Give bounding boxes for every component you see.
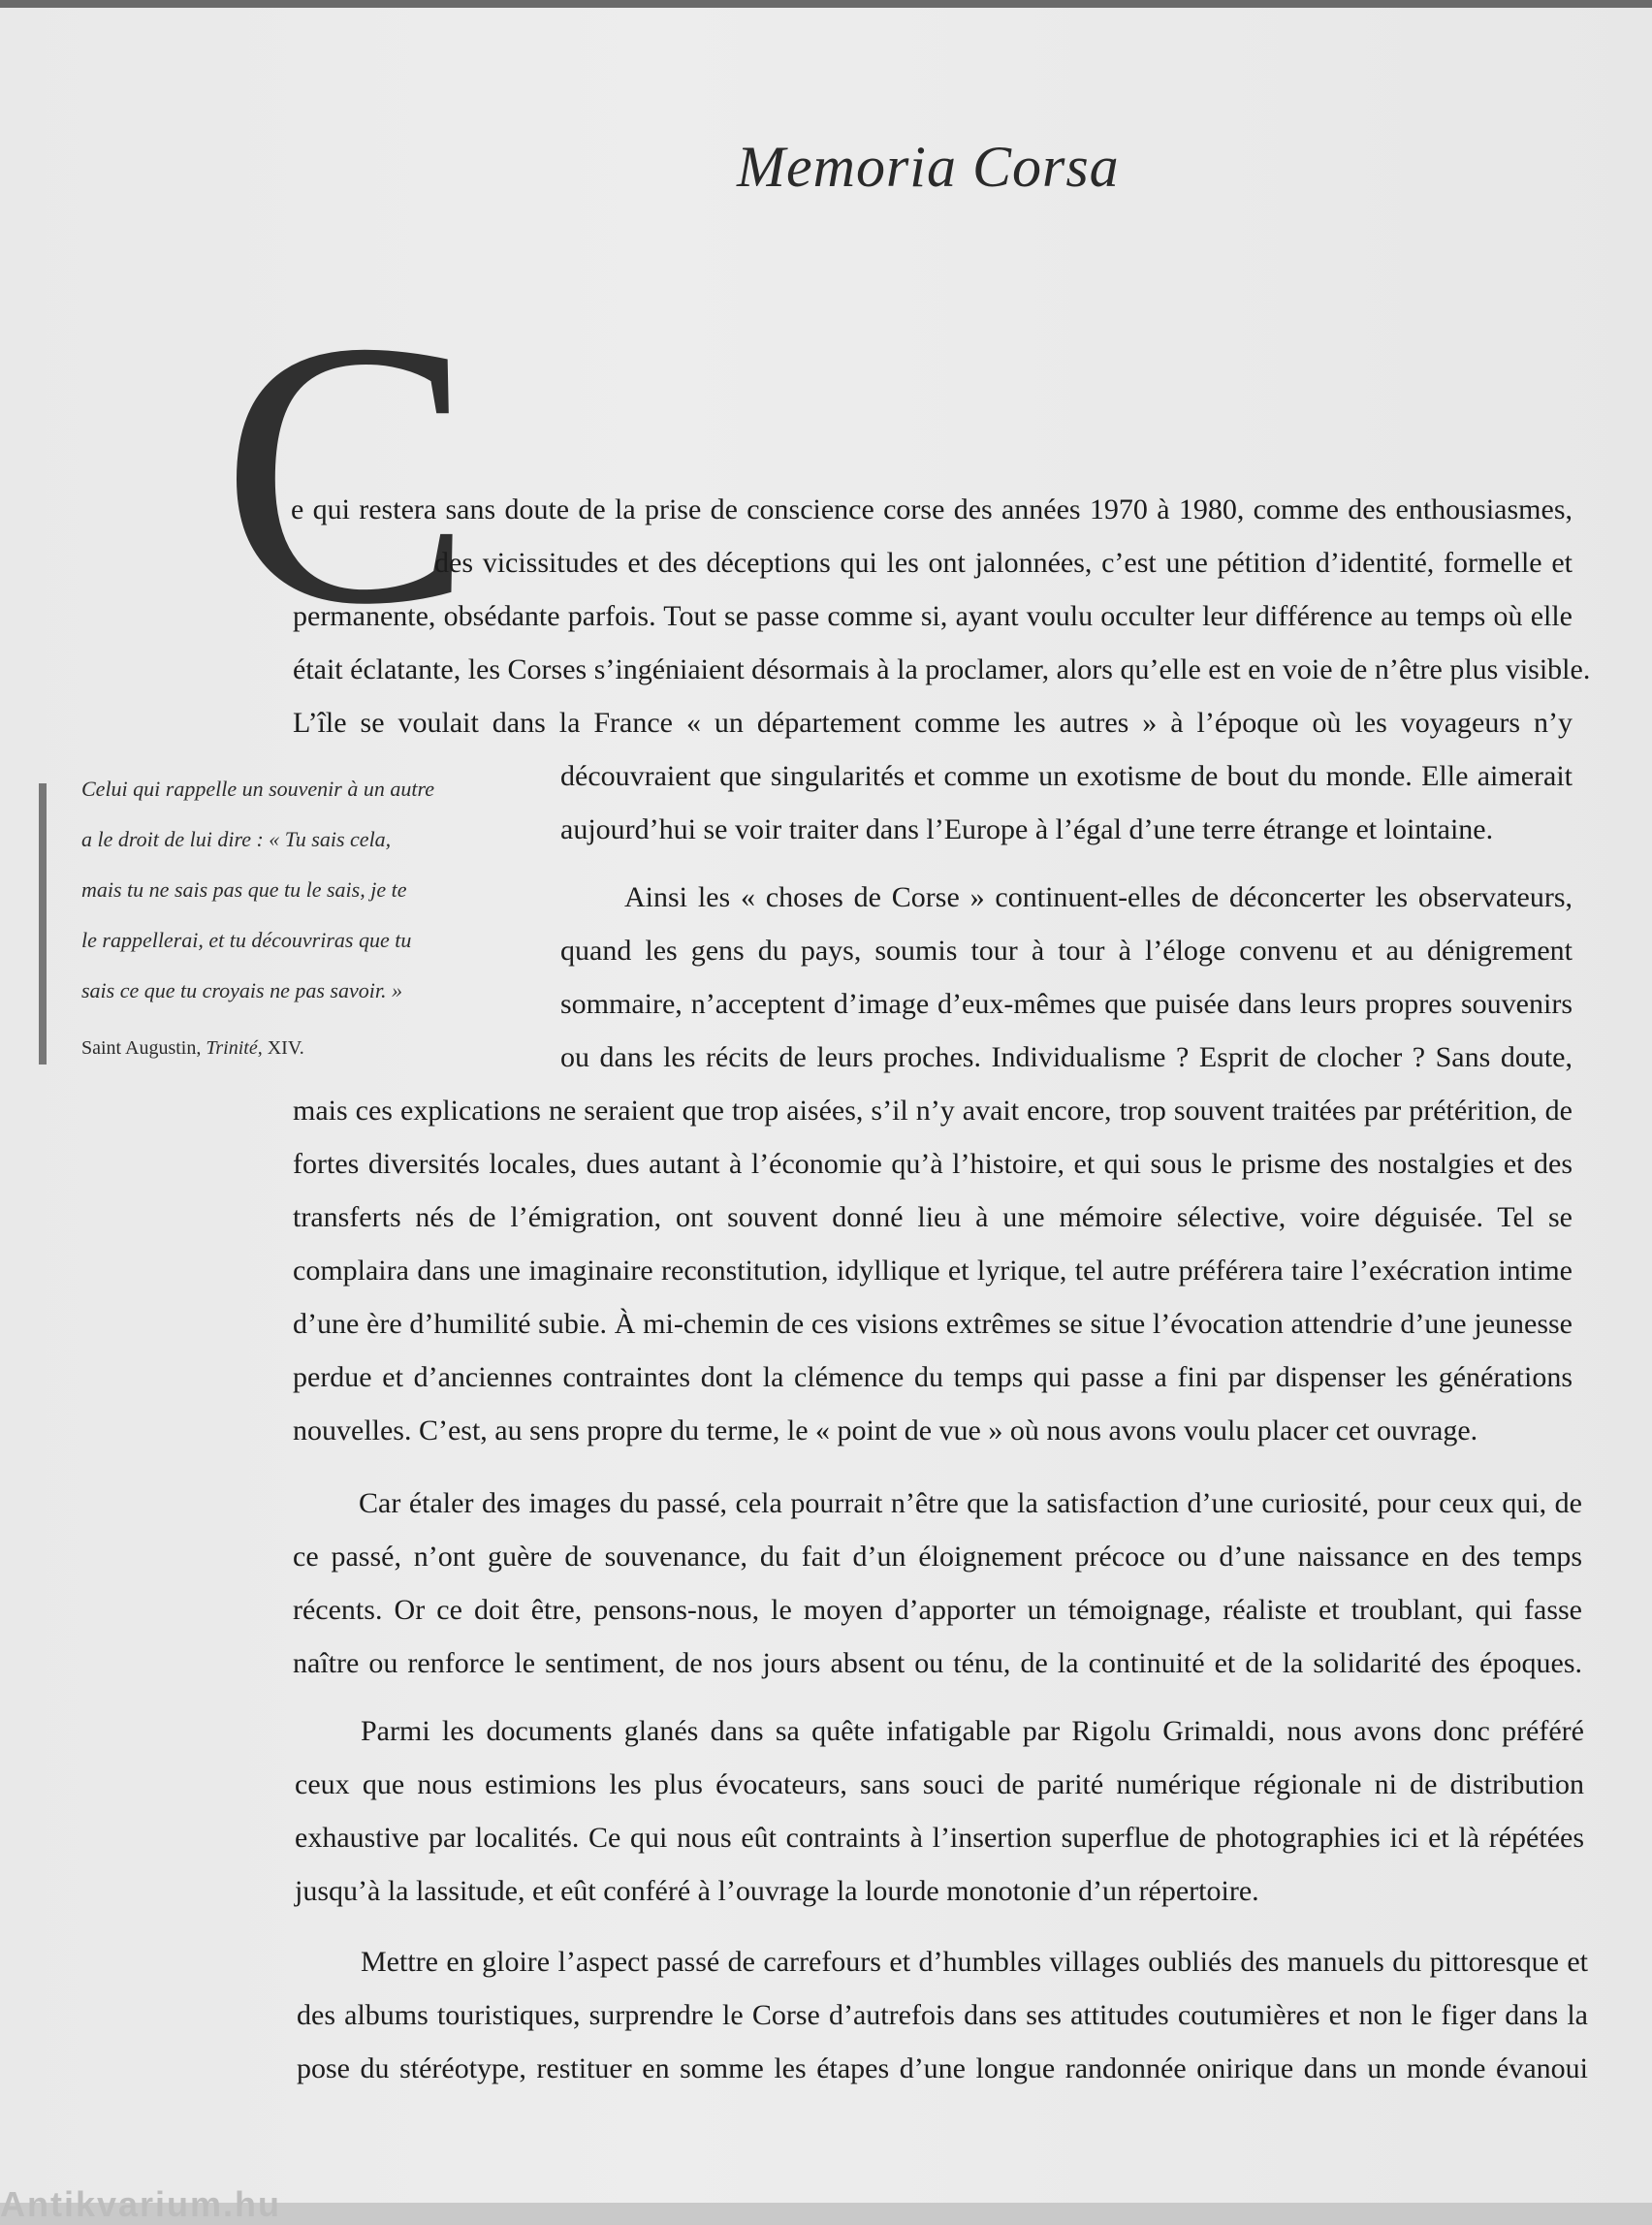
text-line: ou dans les récits de leurs proches. Individualisme ? Esprit de clocher ? Sans doute, bbox=[560, 1041, 1573, 1073]
text-line: des albums touristiques, surprendre le Corse d’autrefois dans ses attitudes coutumières et non le figer dans la bbox=[297, 1999, 1588, 2031]
text-line: pose du stéréotype, restituer en somme les étapes d’une longue randonnée onirique dans un monde évanoui bbox=[297, 2052, 1588, 2084]
text-line: L’île se voulait dans la France « un département comme les autres » à l’époque où les voyageurs n’y bbox=[293, 707, 1573, 739]
paragraph-1-body bbox=[293, 589, 1591, 749]
text-line: mais ces explications ne seraient que trop aisées, s’il n’y avait encore, trop souvent traitées par prétérition, de bbox=[293, 1095, 1573, 1127]
text-line: nouvelles. C’est, au sens propre du terme, le « point de vue » où nous avons voulu placer cet ouvrage. bbox=[293, 1414, 1478, 1446]
text-line: ceux que nous estimions les plus évocateurs, sans souci de parité numérique régionale ni de distribution bbox=[295, 1768, 1584, 1800]
epigraph bbox=[81, 764, 434, 1016]
text-line: d’une ère d’humilité subie. À mi-chemin de ces visions extrêmes se situe l’évocation attendrie d’une jeunesse bbox=[293, 1308, 1573, 1340]
epigraph-author: Saint Augustin, bbox=[81, 1037, 202, 1059]
paragraph-2-first bbox=[624, 871, 1573, 924]
text-line: découvraient que singularités et comme un exotisme de bout du monde. Elle aimerait bbox=[560, 760, 1573, 792]
epigraph-line: mais tu ne sais pas que tu le sais, je te bbox=[81, 877, 407, 902]
epigraph-attribution bbox=[81, 1037, 304, 1060]
paragraph-1-cont bbox=[434, 536, 1573, 589]
text-line: perdue et d’anciennes contraintes dont la clémence du temps qui passe a fini par dispenser les générations bbox=[293, 1361, 1573, 1393]
epigraph-line: a le droit de lui dire : « Tu sais cela, bbox=[81, 827, 392, 851]
epigraph-line: le rappellerai, et tu découvriras que tu bbox=[81, 928, 412, 952]
text-line: complaira dans une imaginaire reconstitution, idyllique et lyrique, tel autre préférera taire l’exécration intime bbox=[293, 1255, 1573, 1287]
page-title: Memoria Corsa bbox=[737, 135, 1120, 199]
paragraph-5-body bbox=[297, 1988, 1588, 2095]
paragraph-4-body bbox=[295, 1758, 1584, 1918]
epigraph-rule bbox=[39, 783, 47, 1065]
text-line: exhaustive par localités. Ce qui nous eût contraints à l’insertion superflue de photographies ici et là répétées bbox=[295, 1822, 1584, 1854]
epigraph-work: Trinité, bbox=[206, 1037, 263, 1059]
paragraph-3-first bbox=[359, 1477, 1582, 1530]
text-line: jusqu’à la lassitude, et eût conféré à l’ouvrage la lourde monotonie d’un répertoire. bbox=[295, 1875, 1259, 1907]
text-line: sommaire, n’acceptent d’image d’eux-mêmes que puisée dans leurs propres souvenirs bbox=[560, 988, 1573, 1020]
drop-cap: C bbox=[221, 264, 474, 683]
epigraph-reference: XIV. bbox=[267, 1037, 304, 1059]
text-line: Mettre en gloire l’aspect passé de carrefours et d’humbles villages oubliés des manuels du pittoresque et bbox=[361, 1946, 1588, 1978]
text-line: aujourd’hui se voir traiter dans l’Europe à l’égal d’une terre étrange et lointaine. bbox=[560, 813, 1494, 845]
top-edge bbox=[0, 0, 1652, 8]
paragraph-1 bbox=[291, 483, 1573, 536]
paragraph-2-body bbox=[293, 1084, 1573, 1457]
text-line: était éclatante, les Corses s’ingéniaient désormais à la proclamer, alors qu’elle est en voie de n’être plus visible. bbox=[293, 653, 1591, 685]
paragraph-1-end bbox=[560, 749, 1573, 856]
text-line: Ainsi les « choses de Corse » continuent-elles de déconcerter les observateurs, bbox=[624, 881, 1573, 913]
text-line: fortes diversités locales, dues autant à l’économie qu’à l’histoire, et qui sous le prisme des nostalgies et des bbox=[293, 1148, 1573, 1180]
watermark: Antikvarium.hu bbox=[0, 2184, 282, 2224]
text-line: ce passé, n’ont guère de souvenance, du fait d’un éloignement précoce ou d’une naissance en des temps bbox=[293, 1541, 1582, 1573]
paragraph-3-body bbox=[293, 1530, 1582, 1690]
text-line: Car étaler des images du passé, cela pourrait n’être que la satisfaction d’une curiosité, pour ceux qui, de bbox=[359, 1487, 1582, 1519]
text-line: e qui restera sans doute de la prise de conscience corse des années 1970 à 1980, comme des enthousiasmes, bbox=[291, 493, 1573, 525]
book-page bbox=[0, 8, 1652, 2224]
epigraph-line: Celui qui rappelle un souvenir à un autre bbox=[81, 777, 434, 801]
paragraph-5-first bbox=[361, 1935, 1588, 1988]
text-line: Parmi les documents glanés dans sa quête infatigable par Rigolu Grimaldi, nous avons donc préféré bbox=[361, 1715, 1584, 1747]
paragraph-4-first bbox=[361, 1704, 1584, 1758]
text-line: transferts nés de l’émigration, ont souvent donné lieu à une mémoire sélective, voire déguisée. Tel se bbox=[293, 1201, 1573, 1233]
epigraph-line: sais ce que tu croyais ne pas savoir. » bbox=[81, 978, 402, 1002]
text-line: des vicissitudes et des déceptions qui les ont jalonnées, c’est une pétition d’identité, formelle et bbox=[434, 547, 1573, 579]
paragraph-2-narrow bbox=[560, 924, 1573, 1084]
text-line: récents. Or ce doit être, pensons-nous, le moyen d’apporter un témoignage, réaliste et troublant, qui fasse bbox=[293, 1594, 1582, 1626]
text-line: naître ou renforce le sentiment, de nos jours absent ou ténu, de la continuité et de la solidarité des époques. bbox=[293, 1647, 1582, 1679]
text-line: quand les gens du pays, soumis tour à tour à l’éloge convenu et au dénigrement bbox=[560, 935, 1573, 967]
text-line: permanente, obsédante parfois. Tout se passe comme si, ayant voulu occulter leur différence au temps où elle bbox=[293, 600, 1573, 632]
